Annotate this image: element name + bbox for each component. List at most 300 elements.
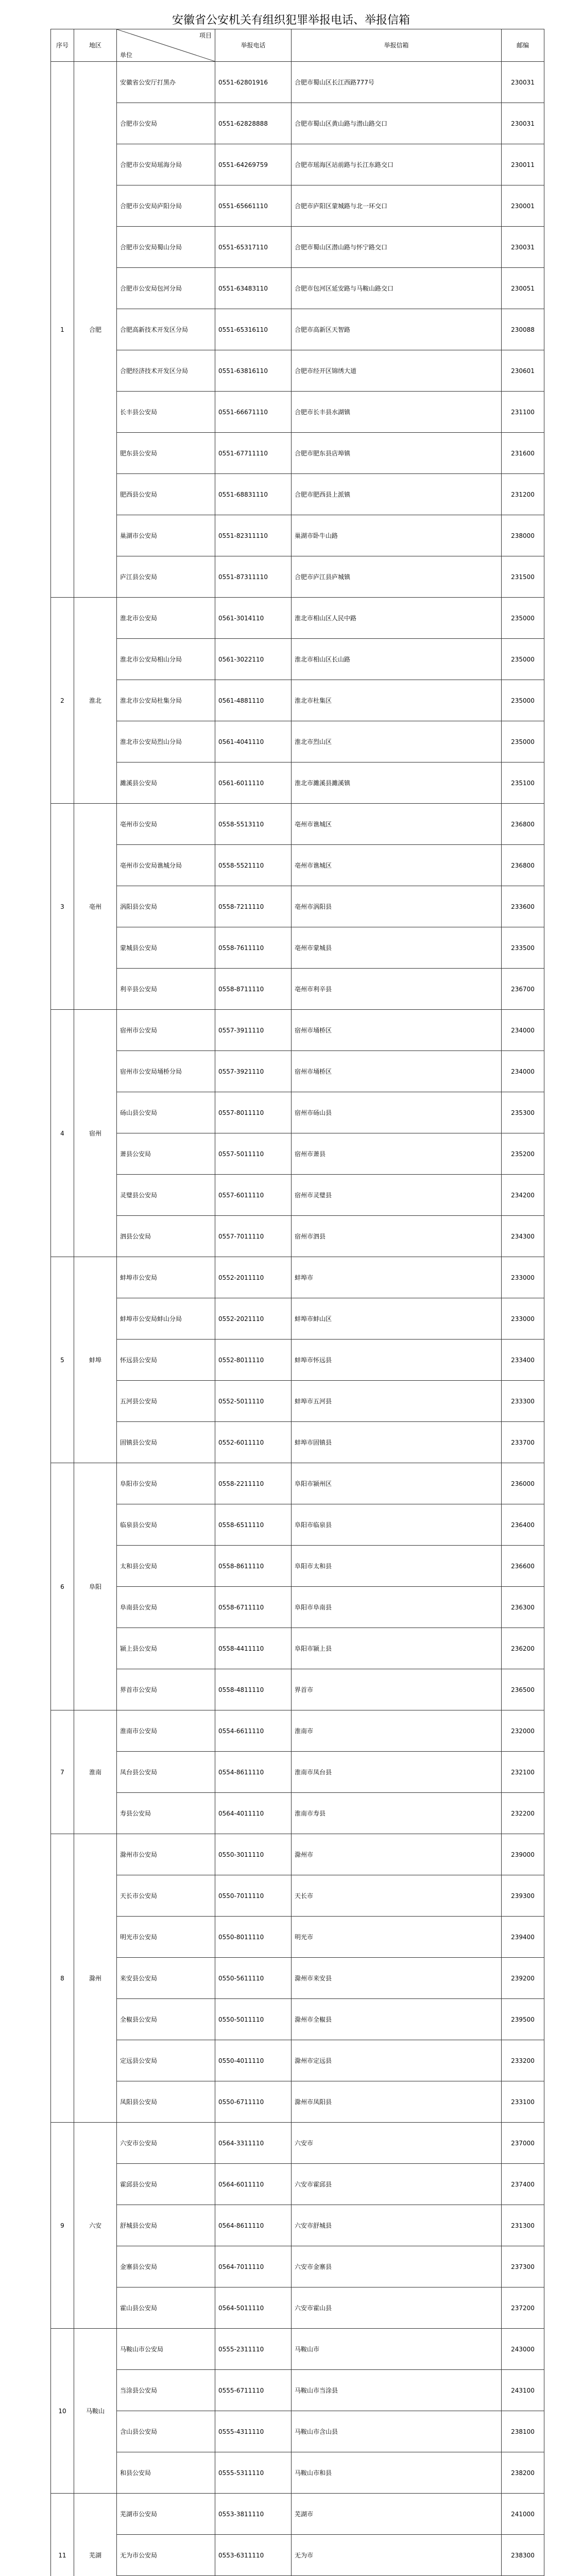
address-cell: 界首市: [292, 1669, 502, 1710]
table-row: [51, 1999, 544, 2040]
unit-cell: 霍邱县公安局: [117, 2164, 215, 2205]
group-seq-cell: 8: [51, 1834, 74, 2123]
address-cell: 亳州市谯城区: [292, 845, 502, 886]
header-city: 地区: [74, 29, 117, 62]
phone-cell: 0558-8711110: [215, 969, 292, 1010]
unit-cell: 合肥市公安局包河分局: [117, 268, 215, 309]
unit-cell: 寿县公安局: [117, 1793, 215, 1834]
zip-cell: 239200: [502, 1958, 544, 1999]
table-row: [51, 144, 544, 185]
table-row: [51, 1546, 544, 1587]
phone-cell: 0558-7611110: [215, 927, 292, 969]
address-cell: 蚌埠市: [292, 1257, 502, 1298]
unit-cell: 利辛县公安局: [117, 969, 215, 1010]
phone-cell: 0553-6311110: [215, 2535, 292, 2576]
table-row: [51, 1587, 544, 1628]
unit-cell: 金寨县公安局: [117, 2246, 215, 2287]
address-cell: 亳州市利辛县: [292, 969, 502, 1010]
address-cell: 阜阳市颍上县: [292, 1628, 502, 1669]
table-row: [51, 804, 544, 845]
address-cell: 阜阳市太和县: [292, 1546, 502, 1587]
table-row: [51, 1463, 544, 1504]
address-cell: 马鞍山市: [292, 2329, 502, 2370]
phone-cell: 0554-6611110: [215, 1710, 292, 1752]
phone-cell: 0564-4011110: [215, 1793, 292, 1834]
zip-cell: 234300: [502, 1216, 544, 1257]
unit-cell: 淮南市公安局: [117, 1710, 215, 1752]
table-header-row: [51, 29, 544, 62]
unit-cell: 阜南县公安局: [117, 1587, 215, 1628]
zip-cell: 241000: [502, 2494, 544, 2535]
zip-cell: 233400: [502, 1340, 544, 1381]
header-phone: 举报电话: [215, 29, 292, 62]
table-row: [51, 1834, 544, 1875]
table-row: [51, 845, 544, 886]
table-row: [51, 2123, 544, 2164]
unit-cell: 芜湖市公安局: [117, 2494, 215, 2535]
group-city-cell: 芜湖: [74, 2494, 117, 2576]
unit-cell: 阜阳市公安局: [117, 1463, 215, 1504]
address-cell: 宿州市埇桥区: [292, 1010, 502, 1051]
table-row: [51, 2081, 544, 2123]
address-cell: 合肥市包河区延安路与马鞍山路交口: [292, 268, 502, 309]
unit-cell: 濉溪县公安局: [117, 762, 215, 804]
unit-cell: 淮北市公安局: [117, 598, 215, 639]
table-row: [51, 433, 544, 474]
group-seq-cell: 11: [51, 2494, 74, 2576]
group-seq-cell: 3: [51, 804, 74, 1010]
address-cell: 六安市舒城县: [292, 2205, 502, 2246]
zip-cell: 234000: [502, 1010, 544, 1051]
zip-cell: 237300: [502, 2246, 544, 2287]
phone-cell: 0550-6711110: [215, 2081, 292, 2123]
unit-cell: 合肥市公安局: [117, 103, 215, 144]
zip-cell: 233500: [502, 927, 544, 969]
address-cell: 合肥市高新区天智路: [292, 309, 502, 350]
unit-cell: 临泉县公安局: [117, 1504, 215, 1546]
zip-cell: 230088: [502, 309, 544, 350]
group-city-cell: 合肥: [74, 62, 117, 598]
address-cell: 蚌埠市五河县: [292, 1381, 502, 1422]
phone-cell: 0564-3311110: [215, 2123, 292, 2164]
phone-cell: 0551-62828888: [215, 103, 292, 144]
phone-cell: 0558-4811110: [215, 1669, 292, 1710]
phone-cell: 0550-8011110: [215, 1917, 292, 1958]
table-row: [51, 556, 544, 598]
phone-cell: 0550-3011110: [215, 1834, 292, 1875]
unit-cell: 全椒县公安局: [117, 1999, 215, 2040]
address-cell: 合肥市瑶海区站前路与长江东路交口: [292, 144, 502, 185]
phone-cell: 0557-8011110: [215, 1092, 292, 1133]
address-cell: 淮南市寿县: [292, 1793, 502, 1834]
address-cell: 淮北市相山区人民中路: [292, 598, 502, 639]
address-cell: 淮北市濉溪县濉溪镇: [292, 762, 502, 804]
phone-cell: 0558-5513110: [215, 804, 292, 845]
unit-cell: 泗县公安局: [117, 1216, 215, 1257]
unit-cell: 蚌埠市公安局: [117, 1257, 215, 1298]
unit-cell: 定远县公安局: [117, 2040, 215, 2081]
address-cell: 滁州市来安县: [292, 1958, 502, 1999]
zip-cell: 233300: [502, 1381, 544, 1422]
phone-cell: 0551-63483110: [215, 268, 292, 309]
unit-cell: 肥东县公安局: [117, 433, 215, 474]
table-row: [51, 2040, 544, 2081]
unit-cell: 和县公安局: [117, 2452, 215, 2494]
unit-cell: 五河县公安局: [117, 1381, 215, 1422]
address-cell: 宿州市灵璧县: [292, 1175, 502, 1216]
unit-cell: 滁州市公安局: [117, 1834, 215, 1875]
table-row: [51, 1257, 544, 1298]
table-row: [51, 2246, 544, 2287]
unit-cell: 蒙城县公安局: [117, 927, 215, 969]
table-row: [51, 309, 544, 350]
table-row: [51, 515, 544, 556]
zip-cell: 239400: [502, 1917, 544, 1958]
unit-cell: 合肥高新技术开发区分局: [117, 309, 215, 350]
table-row: [51, 1669, 544, 1710]
table-row: [51, 350, 544, 392]
phone-cell: 0551-68831110: [215, 474, 292, 515]
unit-cell: 凤台县公安局: [117, 1752, 215, 1793]
table-row: [51, 1216, 544, 1257]
zip-cell: 232200: [502, 1793, 544, 1834]
address-cell: 蚌埠市蚌山区: [292, 1298, 502, 1340]
phone-cell: 0558-7211110: [215, 886, 292, 927]
address-cell: 淮北市相山区长山路: [292, 639, 502, 680]
table-row: [51, 1340, 544, 1381]
address-cell: 滁州市定远县: [292, 2040, 502, 2081]
zip-cell: 230011: [502, 144, 544, 185]
unit-cell: 颍上县公安局: [117, 1628, 215, 1669]
phone-cell: 0551-63816110: [215, 350, 292, 392]
unit-cell: 肥西县公安局: [117, 474, 215, 515]
unit-cell: 无为市公安局: [117, 2535, 215, 2576]
table-row: [51, 62, 544, 103]
header-diagonal-cell: [117, 29, 215, 62]
table-row: [51, 969, 544, 1010]
table-row: [51, 1133, 544, 1175]
phone-cell: 0551-64269759: [215, 144, 292, 185]
zip-cell: 236600: [502, 1546, 544, 1587]
zip-cell: 236400: [502, 1504, 544, 1546]
address-cell: 淮北市杜集区: [292, 680, 502, 721]
table-row: [51, 762, 544, 804]
unit-cell: 当涂县公安局: [117, 2370, 215, 2411]
zip-cell: 233000: [502, 1298, 544, 1340]
address-cell: 阜阳市颍州区: [292, 1463, 502, 1504]
unit-cell: 合肥市公安局庐阳分局: [117, 185, 215, 227]
zip-cell: 236500: [502, 1669, 544, 1710]
zip-cell: 233000: [502, 1257, 544, 1298]
table-row: [51, 474, 544, 515]
table-row: [51, 598, 544, 639]
table-row: [51, 1422, 544, 1463]
table-row: [51, 1381, 544, 1422]
phone-cell: 0551-67711110: [215, 433, 292, 474]
group-seq-cell: 10: [51, 2329, 74, 2494]
phone-cell: 0561-3022110: [215, 639, 292, 680]
zip-cell: 238100: [502, 2411, 544, 2452]
zip-cell: 231200: [502, 474, 544, 515]
zip-cell: 236800: [502, 804, 544, 845]
address-cell: 六安市霍山县: [292, 2287, 502, 2329]
unit-cell: 太和县公安局: [117, 1546, 215, 1587]
phone-cell: 0557-5011110: [215, 1133, 292, 1175]
table-row: [51, 227, 544, 268]
phone-cell: 0558-6511110: [215, 1504, 292, 1546]
phone-cell: 0557-3921110: [215, 1051, 292, 1092]
address-cell: 马鞍山市当涂县: [292, 2370, 502, 2411]
unit-cell: 砀山县公安局: [117, 1092, 215, 1133]
table-row: [51, 2411, 544, 2452]
zip-cell: 239500: [502, 1999, 544, 2040]
address-cell: 亳州市谯城区: [292, 804, 502, 845]
zip-cell: 239300: [502, 1875, 544, 1917]
document-title: 安徽省公安机关有组织犯罪举报电话、举报信箱: [172, 14, 410, 27]
address-cell: 合肥市肥西县上派镇: [292, 474, 502, 515]
phone-cell: 0557-6011110: [215, 1175, 292, 1216]
address-cell: 阜阳市阜南县: [292, 1587, 502, 1628]
table-row: [51, 1958, 544, 1999]
phone-cell: 0561-6011110: [215, 762, 292, 804]
header-item-label: 项目: [199, 32, 212, 39]
address-cell: 六安市霍邱县: [292, 2164, 502, 2205]
zip-cell: 231500: [502, 556, 544, 598]
phone-cell: 0564-5011110: [215, 2287, 292, 2329]
unit-cell: 巢湖市公安局: [117, 515, 215, 556]
group-city-cell: 六安: [74, 2123, 117, 2329]
address-cell: 亳州市涡阳县: [292, 886, 502, 927]
table-row: [51, 103, 544, 144]
phone-cell: 0551-82311110: [215, 515, 292, 556]
zip-cell: 230031: [502, 62, 544, 103]
group-seq-cell: 6: [51, 1463, 74, 1710]
zip-cell: 235000: [502, 721, 544, 762]
phone-cell: 0550-7011110: [215, 1875, 292, 1917]
address-cell: 阜阳市临泉县: [292, 1504, 502, 1546]
phone-cell: 0550-5011110: [215, 1999, 292, 2040]
unit-cell: 明光市公安局: [117, 1917, 215, 1958]
unit-cell: 宿州市公安局埇桥分局: [117, 1051, 215, 1092]
phone-cell: 0555-5311110: [215, 2452, 292, 2494]
unit-cell: 霍山县公安局: [117, 2287, 215, 2329]
address-cell: 六安市: [292, 2123, 502, 2164]
address-cell: 马鞍山市和县: [292, 2452, 502, 2494]
unit-cell: 合肥经济技术开发区分局: [117, 350, 215, 392]
unit-cell: 马鞍山市公安局: [117, 2329, 215, 2370]
unit-cell: 涡阳县公安局: [117, 886, 215, 927]
unit-cell: 淮北市公安局烈山分局: [117, 721, 215, 762]
zip-cell: 239000: [502, 1834, 544, 1875]
zip-cell: 236700: [502, 969, 544, 1010]
zip-cell: 235200: [502, 1133, 544, 1175]
zip-cell: 232100: [502, 1752, 544, 1793]
phone-cell: 0558-6711110: [215, 1587, 292, 1628]
address-cell: 合肥市长丰县水湖镇: [292, 392, 502, 433]
unit-cell: 怀远县公安局: [117, 1340, 215, 1381]
zip-cell: 233200: [502, 2040, 544, 2081]
zip-cell: 230001: [502, 185, 544, 227]
address-cell: 宿州市泗县: [292, 1216, 502, 1257]
address-cell: 宿州市砀山县: [292, 1092, 502, 1133]
zip-cell: 231100: [502, 392, 544, 433]
unit-cell: 舒城县公安局: [117, 2205, 215, 2246]
zip-cell: 235000: [502, 639, 544, 680]
header-zip: 邮编: [502, 29, 544, 62]
table-row: [51, 2205, 544, 2246]
table-row: [51, 680, 544, 721]
header-seq: 序号: [51, 29, 74, 62]
zip-cell: 237200: [502, 2287, 544, 2329]
zip-cell: 235000: [502, 680, 544, 721]
group-seq-cell: 5: [51, 1257, 74, 1463]
phone-cell: 0561-4041110: [215, 721, 292, 762]
zip-cell: 237400: [502, 2164, 544, 2205]
phone-cell: 0550-5611110: [215, 1958, 292, 1999]
phone-cell: 0555-4311110: [215, 2411, 292, 2452]
phone-cell: 0553-3811110: [215, 2494, 292, 2535]
table-row: [51, 1051, 544, 1092]
phone-cell: 0552-6011110: [215, 1422, 292, 1463]
phone-cell: 0557-7011110: [215, 1216, 292, 1257]
zip-cell: 231600: [502, 433, 544, 474]
group-city-cell: 淮南: [74, 1710, 117, 1834]
unit-cell: 安徽省公安厅打黑办: [117, 62, 215, 103]
zip-cell: 230601: [502, 350, 544, 392]
phone-cell: 0564-7011110: [215, 2246, 292, 2287]
table-row: [51, 1504, 544, 1546]
zip-cell: 231300: [502, 2205, 544, 2246]
address-cell: 滁州市: [292, 1834, 502, 1875]
phone-cell: 0564-8611110: [215, 2205, 292, 2246]
address-cell: 合肥市蜀山区潜山路与怀宁路交口: [292, 227, 502, 268]
zip-cell: 238200: [502, 2452, 544, 2494]
phone-cell: 0551-65317110: [215, 227, 292, 268]
table-row: [51, 2452, 544, 2494]
unit-cell: 庐江县公安局: [117, 556, 215, 598]
table-row: [51, 721, 544, 762]
address-cell: 蚌埠市固镇县: [292, 1422, 502, 1463]
group-seq-cell: 2: [51, 598, 74, 804]
unit-cell: 长丰县公安局: [117, 392, 215, 433]
phone-cell: 0561-3014110: [215, 598, 292, 639]
address-cell: 合肥市经开区锦绣大道: [292, 350, 502, 392]
table-row: [51, 1092, 544, 1133]
phone-cell: 0555-2311110: [215, 2329, 292, 2370]
phone-cell: 0552-2021110: [215, 1298, 292, 1340]
zip-cell: 233700: [502, 1422, 544, 1463]
phone-cell: 0551-65661110: [215, 185, 292, 227]
unit-cell: 蚌埠市公安局蚌山分局: [117, 1298, 215, 1340]
header-address: 举报信箱: [292, 29, 502, 62]
group-seq-cell: 1: [51, 62, 74, 598]
zip-cell: 236300: [502, 1587, 544, 1628]
table-row: [51, 2535, 544, 2576]
table-row: [51, 268, 544, 309]
zip-cell: 232000: [502, 1710, 544, 1752]
address-cell: 明光市: [292, 1917, 502, 1958]
zip-cell: 234000: [502, 1051, 544, 1092]
address-cell: 淮北市烈山区: [292, 721, 502, 762]
table-row: [51, 1710, 544, 1752]
unit-cell: 宿州市公安局: [117, 1010, 215, 1051]
table-row: [51, 1752, 544, 1793]
table-row: [51, 1793, 544, 1834]
zip-cell: 233600: [502, 886, 544, 927]
phone-cell: 0552-2011110: [215, 1257, 292, 1298]
unit-cell: 固镇县公安局: [117, 1422, 215, 1463]
address-cell: 合肥市蜀山区长江西路777号: [292, 62, 502, 103]
zip-cell: 235100: [502, 762, 544, 804]
table-row: [51, 1917, 544, 1958]
unit-cell: 灵璧县公安局: [117, 1175, 215, 1216]
address-cell: 合肥市肥东县店埠镇: [292, 433, 502, 474]
phone-cell: 0551-66671110: [215, 392, 292, 433]
phone-cell: 0552-8011110: [215, 1340, 292, 1381]
group-seq-cell: 7: [51, 1710, 74, 1834]
address-cell: 蚌埠市怀远县: [292, 1340, 502, 1381]
group-city-cell: 淮北: [74, 598, 117, 804]
table-row: [51, 2494, 544, 2535]
table-row: [51, 2287, 544, 2329]
address-cell: 无为市: [292, 2535, 502, 2576]
zip-cell: 235300: [502, 1092, 544, 1133]
address-cell: 滁州市凤阳县: [292, 2081, 502, 2123]
zip-cell: 236000: [502, 1463, 544, 1504]
address-cell: 淮南市凤台县: [292, 1752, 502, 1793]
table-row: [51, 392, 544, 433]
unit-cell: 淮北市公安局相山分局: [117, 639, 215, 680]
zip-cell: 230031: [502, 227, 544, 268]
table-row: [51, 927, 544, 969]
group-city-cell: 马鞍山: [74, 2329, 117, 2494]
address-cell: 六安市金寨县: [292, 2246, 502, 2287]
address-cell: 合肥市庐阳区蒙城路与北一环交口: [292, 185, 502, 227]
zip-cell: 243100: [502, 2370, 544, 2411]
zip-cell: 235000: [502, 598, 544, 639]
address-cell: 芜湖市: [292, 2494, 502, 2535]
unit-cell: 合肥市公安局蜀山分局: [117, 227, 215, 268]
zip-cell: 233100: [502, 2081, 544, 2123]
table-row: [51, 185, 544, 227]
phone-cell: 0554-8611110: [215, 1752, 292, 1793]
zip-cell: 243000: [502, 2329, 544, 2370]
address-cell: 宿州市萧县: [292, 1133, 502, 1175]
address-cell: 合肥市庐江县庐城镇: [292, 556, 502, 598]
header-unit-label: 单位: [120, 52, 133, 59]
table-body: [51, 62, 544, 2576]
group-city-cell: 亳州: [74, 804, 117, 1010]
address-cell: 淮南市: [292, 1710, 502, 1752]
table-row: [51, 1298, 544, 1340]
unit-cell: 淮北市公安局杜集分局: [117, 680, 215, 721]
address-cell: 滁州市全椒县: [292, 1999, 502, 2040]
table-row: [51, 2370, 544, 2411]
unit-cell: 萧县公安局: [117, 1133, 215, 1175]
phone-cell: 0558-8611110: [215, 1546, 292, 1587]
zip-cell: 230051: [502, 268, 544, 309]
address-cell: 天长市: [292, 1875, 502, 1917]
zip-cell: 234200: [502, 1175, 544, 1216]
report-table: [50, 29, 544, 2576]
group-city-cell: 滁州: [74, 1834, 117, 2123]
phone-cell: 0558-2211110: [215, 1463, 292, 1504]
zip-cell: 230031: [502, 103, 544, 144]
address-cell: 巢湖市卧牛山路: [292, 515, 502, 556]
table-row: [51, 1628, 544, 1669]
zip-cell: 236200: [502, 1628, 544, 1669]
zip-cell: 238000: [502, 515, 544, 556]
